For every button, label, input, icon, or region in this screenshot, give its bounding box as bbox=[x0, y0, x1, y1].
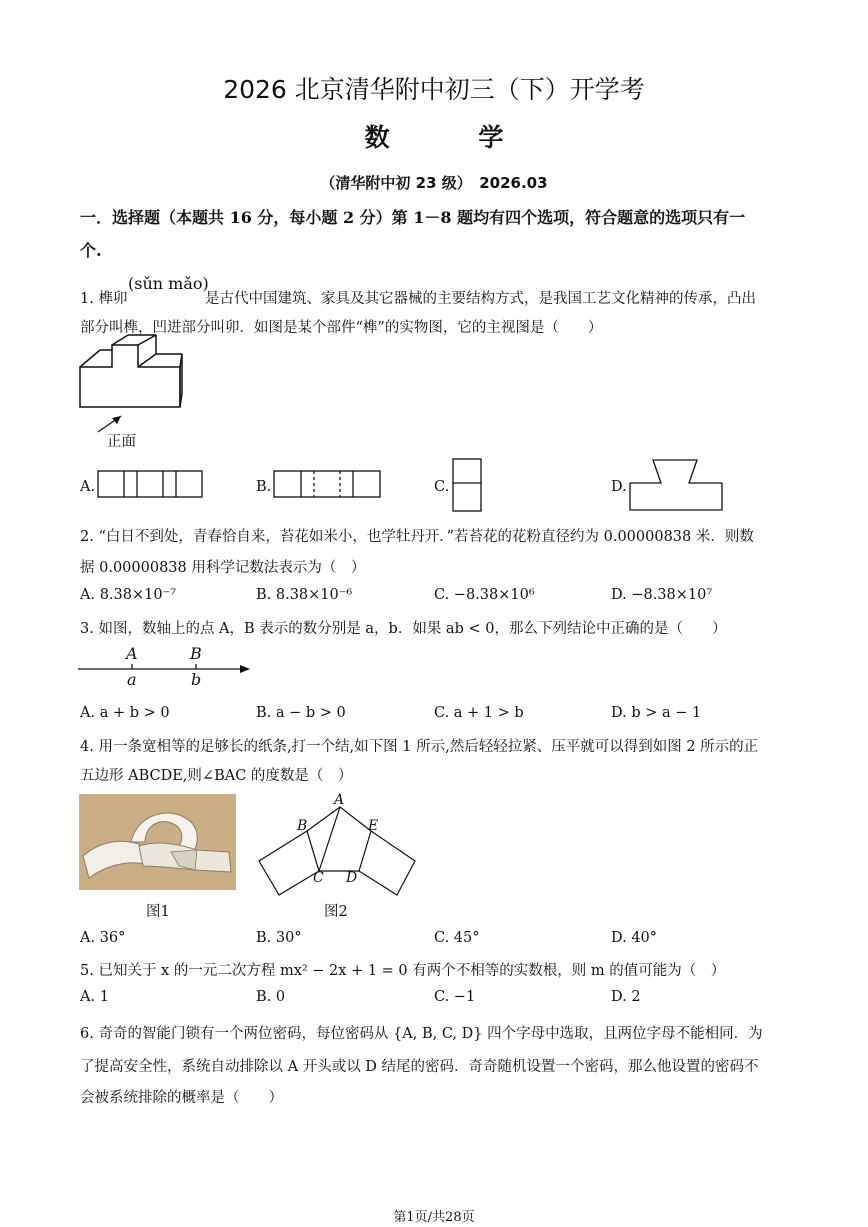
page-number: 第1页/共28页 bbox=[393, 1210, 475, 1225]
q2-text-line1: 2. “白日不到处，青春恰自来，苔花如米小，也学牡丹开．”若苔花的花粉直径约为 0.00000838 米．则数 bbox=[80, 529, 754, 545]
front-label: 正面 bbox=[107, 434, 136, 450]
q1-option-a[interactable]: A. bbox=[80, 479, 96, 495]
q6-text-line1: 6. 奇奇的智能门锁有一个两位密码，每位密码从 {A, B, C, D} 四个字母中选取，且两位字母不能相同．为 bbox=[80, 1026, 763, 1042]
q3-text: 3. 如图，数轴上的点 A，B 表示的数分别是 a，b．如果 ab < 0，那么下列结论中正确的是（ ） bbox=[80, 621, 727, 637]
q1-text-line1: 是古代中国建筑、家具及其它器械的主要结构方式，是我国工艺文化精神的传承，凸出 bbox=[205, 291, 756, 307]
pentagon-figure bbox=[255, 795, 425, 905]
vertex-d-label: D bbox=[346, 870, 358, 886]
q1-option-b[interactable]: B. bbox=[256, 479, 272, 495]
tenon-3d-figure bbox=[78, 340, 198, 450]
number-line-figure bbox=[78, 660, 253, 680]
q1-option-c[interactable]: C. bbox=[434, 479, 450, 495]
option-b-figure bbox=[273, 470, 381, 498]
figure2-caption: 图2 bbox=[324, 904, 348, 920]
q3-option-d[interactable]: D. b > a − 1 bbox=[611, 705, 702, 721]
vertex-a-label: A bbox=[334, 792, 345, 808]
point-a-label: A bbox=[126, 644, 138, 663]
q6-text-line3: 会被系统排除的概率是（ ） bbox=[80, 1090, 283, 1106]
q1-option-d[interactable]: D. bbox=[611, 479, 627, 495]
paper-knot-photo bbox=[79, 794, 236, 890]
q2-option-b[interactable]: B. 8.38×10⁻⁶ bbox=[256, 587, 353, 603]
q2-text-line2: 据 0.00000838 用科学记数法表示为（ ） bbox=[80, 560, 366, 576]
option-c-figure bbox=[452, 458, 482, 512]
page-title: 2026 北京清华附中初三（下）开学考 bbox=[223, 75, 645, 104]
point-b-label: B bbox=[190, 644, 202, 663]
subject-title: 数 学 bbox=[364, 123, 544, 152]
vertex-c-label: C bbox=[313, 870, 324, 886]
q5-option-a[interactable]: A. 1 bbox=[80, 989, 109, 1005]
figure1-caption: 图1 bbox=[146, 904, 170, 920]
q5-text: 5. 已知关于 x 的一元二次方程 mx² − 2x + 1 = 0 有两个不相等的实数根，则 m 的值可能为（ ） bbox=[80, 963, 726, 979]
value-a-label: a bbox=[127, 670, 137, 689]
q6-text-line2: 了提高安全性，系统自动排除以 A 开头或以 D 结尾的密码．奇奇随机设置一个密码，那么他设置的密码不 bbox=[80, 1059, 759, 1075]
q2-option-c[interactable]: C. −8.38×10⁶ bbox=[434, 587, 535, 603]
q1-text-line2: 部分叫榫，凹进部分叫卯．如图是某个部件“榫”的实物图，它的主视图是（ ） bbox=[80, 320, 603, 336]
q5-option-c[interactable]: C. −1 bbox=[434, 989, 476, 1005]
q5-option-b[interactable]: B. 0 bbox=[256, 989, 286, 1005]
q3-option-a[interactable]: A. a + b > 0 bbox=[80, 705, 170, 721]
q3-option-b[interactable]: B. a − b > 0 bbox=[256, 705, 346, 721]
q4-option-c[interactable]: C. 45° bbox=[434, 930, 480, 946]
q2-option-a[interactable]: A. 8.38×10⁻⁷ bbox=[80, 587, 177, 603]
value-b-label: b bbox=[191, 670, 202, 689]
option-d-figure bbox=[629, 459, 723, 511]
q4-text-line2: 五边形 ABCDE,则∠BAC 的度数是（ ） bbox=[80, 768, 353, 784]
q4-option-d[interactable]: D. 40° bbox=[611, 930, 658, 946]
q4-option-a[interactable]: A. 36° bbox=[80, 930, 126, 946]
exam-meta: （清华附中初 23 级） 2026.03 bbox=[320, 174, 548, 192]
q5-option-d[interactable]: D. 2 bbox=[611, 989, 641, 1005]
option-a-figure bbox=[97, 470, 203, 498]
section-heading-line1: 一．选择题（本题共 16 分，每小题 2 分）第 1－8 题均有四个选项，符合题意的选项只有一 bbox=[80, 208, 746, 227]
q4-option-b[interactable]: B. 30° bbox=[256, 930, 302, 946]
section-heading-line2: 个. bbox=[80, 241, 102, 260]
q1-pinyin: (sǔn mǎo) bbox=[128, 274, 209, 293]
q4-text-line1: 4. 用一条宽相等的足够长的纸条,打一个结,如下图 1 所示,然后轻轻拉紧、压平就可以得到如图 2 所示的正 bbox=[80, 739, 759, 755]
vertex-e-label: E bbox=[368, 818, 379, 834]
q3-option-c[interactable]: C. a + 1 > b bbox=[434, 705, 524, 721]
q2-option-d[interactable]: D. −8.38×10⁷ bbox=[611, 587, 713, 603]
vertex-b-label: B bbox=[297, 818, 308, 834]
q1-number: 1. 榫卯 bbox=[80, 291, 128, 307]
